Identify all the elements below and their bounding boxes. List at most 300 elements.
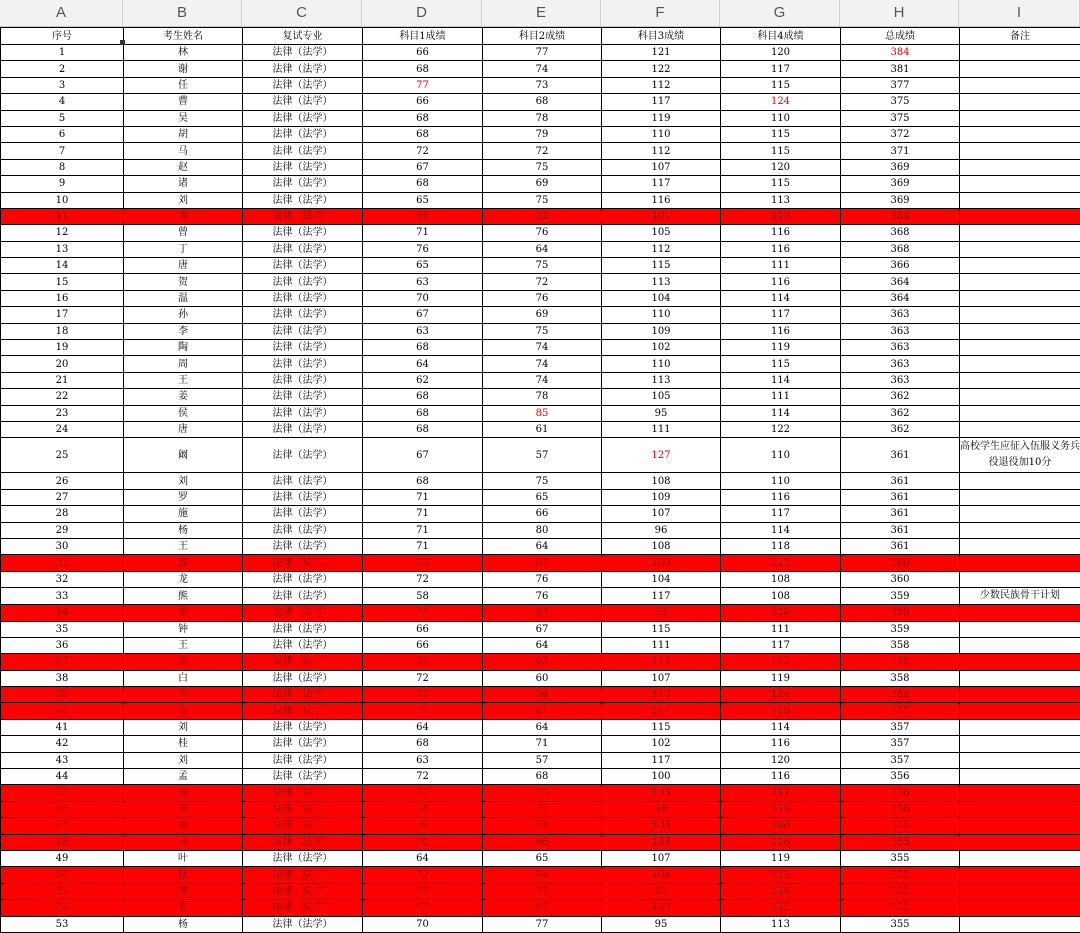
table-cell[interactable]: 361 — [841, 489, 960, 505]
table-cell[interactable]: 113 — [602, 372, 721, 388]
header-cell[interactable]: 序号 — [1, 28, 124, 45]
table-cell[interactable]: 25 — [1, 438, 124, 473]
table-cell[interactable]: 49 — [1, 850, 124, 866]
table-cell[interactable]: 369 — [841, 192, 960, 208]
table-cell[interactable]: 360 — [841, 571, 960, 587]
table-cell[interactable]: 72 — [363, 670, 483, 686]
table-cell[interactable]: 119 — [721, 208, 841, 224]
table-cell[interactable] — [960, 340, 1080, 356]
table-cell[interactable]: 67 — [363, 438, 483, 473]
table-cell[interactable]: 76 — [363, 241, 483, 257]
table-cell[interactable]: 98 — [602, 801, 721, 817]
table-cell[interactable]: 112 — [602, 77, 721, 93]
table-cell[interactable]: 74 — [483, 818, 602, 834]
table-cell[interactable]: 359 — [841, 621, 960, 637]
table-cell[interactable]: 64 — [363, 719, 483, 735]
table-cell[interactable]: 107 — [602, 850, 721, 866]
table-cell[interactable]: 王 — [124, 637, 243, 653]
table-cell[interactable]: 363 — [841, 340, 960, 356]
table-cell[interactable]: 111 — [602, 637, 721, 653]
table-cell[interactable]: 119 — [721, 850, 841, 866]
table-cell[interactable]: 71 — [363, 538, 483, 554]
table-cell[interactable]: 356 — [841, 785, 960, 801]
table-cell[interactable]: 110 — [721, 438, 841, 473]
table-cell[interactable]: 赵 — [124, 159, 243, 175]
table-cell[interactable]: 72 — [483, 143, 602, 159]
table-cell[interactable]: 355 — [841, 867, 960, 883]
table-cell[interactable]: 368 — [841, 208, 960, 224]
table-cell[interactable]: 358 — [841, 654, 960, 670]
table-cell[interactable]: 谢 — [124, 61, 243, 77]
column-header-h[interactable]: H — [840, 0, 959, 26]
column-header-i[interactable]: I — [959, 0, 1080, 26]
table-cell[interactable] — [960, 637, 1080, 653]
table-cell[interactable]: 381 — [841, 61, 960, 77]
table-cell[interactable]: 侯 — [124, 605, 243, 621]
table-cell[interactable]: 357 — [841, 752, 960, 768]
table-cell[interactable]: 355 — [841, 834, 960, 850]
table-cell[interactable]: 法律（法学） — [243, 340, 363, 356]
table-cell[interactable]: 111 — [602, 703, 721, 719]
table-cell[interactable]: 118 — [721, 538, 841, 554]
table-cell[interactable] — [960, 45, 1080, 61]
table-cell[interactable]: 104 — [602, 867, 721, 883]
table-cell[interactable]: 362 — [841, 405, 960, 421]
table-cell[interactable]: 116 — [721, 769, 841, 785]
table-cell[interactable]: 111 — [721, 785, 841, 801]
table-cell[interactable]: 姜 — [124, 389, 243, 405]
table-cell[interactable] — [960, 883, 1080, 899]
table-cell[interactable] — [960, 405, 1080, 421]
table-cell[interactable]: 67 — [363, 785, 483, 801]
table-cell[interactable]: 65 — [363, 258, 483, 274]
table-cell[interactable]: 68 — [363, 110, 483, 126]
table-cell[interactable]: 69 — [363, 883, 483, 899]
table-cell[interactable]: 101 — [602, 208, 721, 224]
table-cell[interactable]: 张 — [124, 834, 243, 850]
table-cell[interactable]: 69 — [363, 555, 483, 571]
table-cell[interactable] — [960, 159, 1080, 175]
table-cell[interactable] — [960, 867, 1080, 883]
table-cell[interactable]: 116 — [721, 883, 841, 899]
table-cell[interactable]: 唐 — [124, 258, 243, 274]
table-cell[interactable]: 96 — [602, 522, 721, 538]
table-cell[interactable]: 372 — [841, 126, 960, 142]
header-cell[interactable]: 备注 — [960, 28, 1080, 45]
table-cell[interactable]: 105 — [602, 225, 721, 241]
table-cell[interactable]: 363 — [841, 307, 960, 323]
table-cell[interactable]: 36 — [1, 637, 124, 653]
table-cell[interactable]: 104 — [602, 818, 721, 834]
table-cell[interactable]: 法律（法学） — [243, 637, 363, 653]
column-header-f[interactable]: F — [601, 0, 720, 26]
table-cell[interactable]: 127 — [602, 438, 721, 473]
table-cell[interactable]: 115 — [721, 555, 841, 571]
table-cell[interactable]: 9 — [1, 176, 124, 192]
table-cell[interactable]: 110 — [602, 307, 721, 323]
table-cell[interactable]: 119 — [602, 110, 721, 126]
table-cell[interactable]: 366 — [841, 258, 960, 274]
table-cell[interactable] — [960, 506, 1080, 522]
table-cell[interactable]: 11 — [1, 208, 124, 224]
column-header-c[interactable]: C — [242, 0, 362, 26]
table-cell[interactable]: 361 — [841, 473, 960, 489]
table-cell[interactable]: 120 — [721, 45, 841, 61]
table-cell[interactable]: 362 — [841, 421, 960, 437]
table-cell[interactable]: 64 — [363, 850, 483, 866]
table-cell[interactable]: 法律（法学） — [243, 372, 363, 388]
table-cell[interactable] — [960, 143, 1080, 159]
table-cell[interactable]: 384 — [841, 45, 960, 61]
table-cell[interactable]: 361 — [841, 506, 960, 522]
table-cell[interactable]: 法律（法学） — [243, 588, 363, 605]
table-cell[interactable]: 林 — [124, 45, 243, 61]
table-cell[interactable]: 377 — [841, 77, 960, 93]
table-cell[interactable]: 113 — [721, 916, 841, 932]
table-cell[interactable]: 法律（法学） — [243, 473, 363, 489]
table-cell[interactable]: 114 — [721, 719, 841, 735]
table-cell[interactable]: 111 — [721, 621, 841, 637]
table-cell[interactable]: 杨 — [124, 522, 243, 538]
table-cell[interactable]: 355 — [841, 900, 960, 916]
table-cell[interactable]: 121 — [602, 45, 721, 61]
table-cell[interactable]: 法律（法学） — [243, 77, 363, 93]
table-cell[interactable]: 少数民族骨干计划 — [960, 588, 1080, 605]
table-cell[interactable]: 法律（法学） — [243, 850, 363, 866]
table-cell[interactable]: 吴 — [124, 110, 243, 126]
table-cell[interactable]: 法律（法学） — [243, 208, 363, 224]
table-cell[interactable]: 117 — [721, 637, 841, 653]
table-cell[interactable]: 法律（法学） — [243, 605, 363, 621]
table-cell[interactable]: 107 — [602, 506, 721, 522]
table-cell[interactable]: 124 — [721, 687, 841, 703]
table-cell[interactable]: 68 — [363, 405, 483, 421]
table-cell[interactable]: 115 — [721, 356, 841, 372]
table-cell[interactable]: 刘 — [124, 473, 243, 489]
table-cell[interactable] — [960, 834, 1080, 850]
table-cell[interactable]: 法律（法学） — [243, 769, 363, 785]
table-cell[interactable]: 法律（法学） — [243, 192, 363, 208]
table-cell[interactable]: 法律（法学） — [243, 438, 363, 473]
table-cell[interactable]: 44 — [1, 769, 124, 785]
table-cell[interactable]: 法律（法学） — [243, 900, 363, 916]
table-cell[interactable]: 115 — [721, 176, 841, 192]
table-cell[interactable]: 115 — [602, 621, 721, 637]
table-cell[interactable]: 周 — [124, 356, 243, 372]
table-cell[interactable]: 72 — [363, 769, 483, 785]
table-cell[interactable]: 77 — [363, 77, 483, 93]
table-cell[interactable]: 95 — [602, 405, 721, 421]
table-cell[interactable]: 116 — [721, 274, 841, 290]
table-cell[interactable]: 42 — [1, 736, 124, 752]
table-cell[interactable]: 114 — [721, 522, 841, 538]
table-cell[interactable] — [960, 687, 1080, 703]
table-cell[interactable]: 113 — [721, 192, 841, 208]
table-cell[interactable]: 66 — [363, 45, 483, 61]
table-cell[interactable]: 71 — [483, 801, 602, 817]
table-cell[interactable]: 110 — [721, 473, 841, 489]
table-cell[interactable]: 29 — [1, 522, 124, 538]
table-cell[interactable]: 孔 — [124, 900, 243, 916]
table-cell[interactable]: 75 — [483, 473, 602, 489]
table-cell[interactable]: 71 — [363, 489, 483, 505]
table-cell[interactable]: 31 — [1, 555, 124, 571]
table-cell[interactable]: 114 — [602, 654, 721, 670]
table-cell[interactable]: 法律（法学） — [243, 785, 363, 801]
table-cell[interactable]: 116 — [721, 323, 841, 339]
table-cell[interactable] — [960, 110, 1080, 126]
table-cell[interactable]: 法律（法学） — [243, 867, 363, 883]
table-cell[interactable]: 119 — [721, 670, 841, 686]
table-cell[interactable]: 76 — [483, 571, 602, 587]
table-cell[interactable]: 65 — [483, 850, 602, 866]
table-cell[interactable]: 70 — [363, 834, 483, 850]
table-cell[interactable]: 371 — [841, 143, 960, 159]
table-cell[interactable]: 周 — [124, 883, 243, 899]
table-cell[interactable]: 71 — [363, 506, 483, 522]
table-cell[interactable]: 法律（法学） — [243, 687, 363, 703]
table-cell[interactable]: 21 — [1, 372, 124, 388]
table-cell[interactable] — [960, 307, 1080, 323]
table-cell[interactable]: 13 — [1, 241, 124, 257]
table-cell[interactable]: 侯 — [124, 405, 243, 421]
table-cell[interactable]: 57 — [483, 752, 602, 768]
table-cell[interactable]: 法律（法学） — [243, 489, 363, 505]
table-cell[interactable]: 119 — [721, 340, 841, 356]
table-cell[interactable]: 曾 — [124, 225, 243, 241]
table-cell[interactable]: 108 — [602, 900, 721, 916]
table-cell[interactable]: 124 — [721, 94, 841, 110]
table-cell[interactable]: 115 — [721, 126, 841, 142]
table-cell[interactable]: 5 — [1, 110, 124, 126]
table-cell[interactable]: 63 — [363, 752, 483, 768]
table-cell[interactable]: 52 — [1, 900, 124, 916]
table-cell[interactable]: 76 — [483, 290, 602, 306]
table-cell[interactable]: 64 — [363, 356, 483, 372]
table-cell[interactable]: 高 — [124, 801, 243, 817]
table-cell[interactable]: 2 — [1, 61, 124, 77]
table-cell[interactable]: 60 — [483, 670, 602, 686]
table-cell[interactable]: 355 — [841, 883, 960, 899]
table-cell[interactable]: 施 — [124, 506, 243, 522]
table-cell[interactable]: 57 — [483, 438, 602, 473]
table-cell[interactable]: 111 — [721, 389, 841, 405]
table-cell[interactable]: 357 — [841, 703, 960, 719]
table-cell[interactable]: 法律（法学） — [243, 719, 363, 735]
table-cell[interactable]: 109 — [602, 555, 721, 571]
table-cell[interactable]: 杨 — [124, 916, 243, 932]
column-header-e[interactable]: E — [482, 0, 601, 26]
table-cell[interactable]: 法律（法学） — [243, 389, 363, 405]
table-cell[interactable]: 18 — [1, 323, 124, 339]
table-cell[interactable]: 唐 — [124, 421, 243, 437]
table-cell[interactable]: 3 — [1, 77, 124, 93]
table-cell[interactable]: 368 — [841, 241, 960, 257]
table-cell[interactable]: 72 — [363, 143, 483, 159]
table-cell[interactable]: 368 — [841, 225, 960, 241]
table-cell[interactable]: 75 — [483, 785, 602, 801]
table-cell[interactable]: 熊 — [124, 588, 243, 605]
table-cell[interactable] — [960, 389, 1080, 405]
table-cell[interactable]: 120 — [721, 159, 841, 175]
table-cell[interactable]: 43 — [1, 752, 124, 768]
table-cell[interactable]: 法律（法学） — [243, 752, 363, 768]
table-cell[interactable]: 47 — [1, 818, 124, 834]
table-cell[interactable]: 67 — [363, 159, 483, 175]
column-header-d[interactable]: D — [362, 0, 482, 26]
table-cell[interactable]: 112 — [602, 143, 721, 159]
table-cell[interactable]: 355 — [841, 916, 960, 932]
table-cell[interactable]: 364 — [841, 274, 960, 290]
table-cell[interactable] — [960, 489, 1080, 505]
table-cell[interactable]: 53 — [1, 916, 124, 932]
table-cell[interactable]: 107 — [602, 159, 721, 175]
table-cell[interactable]: 111 — [721, 258, 841, 274]
table-cell[interactable] — [960, 356, 1080, 372]
table-cell[interactable]: 叶 — [124, 850, 243, 866]
table-cell[interactable]: 廖 — [124, 208, 243, 224]
table-cell[interactable]: 钟 — [124, 621, 243, 637]
table-cell[interactable]: 77 — [483, 883, 602, 899]
table-cell[interactable]: 110 — [602, 687, 721, 703]
table-cell[interactable]: 高校学生应征入伍服义务兵役退役加10分 — [960, 438, 1080, 473]
table-cell[interactable]: 72 — [483, 274, 602, 290]
table-cell[interactable]: 66 — [483, 834, 602, 850]
table-cell[interactable]: 孙 — [124, 307, 243, 323]
table-cell[interactable] — [960, 61, 1080, 77]
table-cell[interactable] — [960, 421, 1080, 437]
table-cell[interactable]: 姚 — [124, 818, 243, 834]
table-cell[interactable]: 69 — [483, 307, 602, 323]
table-cell[interactable]: 110 — [721, 110, 841, 126]
table-cell[interactable]: 114 — [721, 290, 841, 306]
table-cell[interactable] — [960, 126, 1080, 142]
table-cell[interactable]: 陶 — [124, 340, 243, 356]
table-cell[interactable]: 114 — [721, 372, 841, 388]
header-cell[interactable]: 考生姓名 — [124, 28, 243, 45]
table-cell[interactable]: 龙 — [124, 571, 243, 587]
table-cell[interactable]: 110 — [602, 126, 721, 142]
table-cell[interactable] — [960, 752, 1080, 768]
table-cell[interactable]: 80 — [483, 522, 602, 538]
table-cell[interactable]: 法律（法学） — [243, 143, 363, 159]
table-cell[interactable] — [960, 654, 1080, 670]
table-cell[interactable]: 法律（法学） — [243, 916, 363, 932]
header-cell[interactable]: 科目3成绩 — [602, 28, 721, 45]
table-cell[interactable]: 77 — [483, 45, 602, 61]
table-cell[interactable]: 112 — [602, 241, 721, 257]
table-cell[interactable] — [960, 208, 1080, 224]
table-cell[interactable]: 法律（法学） — [243, 159, 363, 175]
table-cell[interactable]: 陈 — [124, 785, 243, 801]
table-cell[interactable]: 罗 — [124, 489, 243, 505]
table-cell[interactable]: 68 — [363, 126, 483, 142]
table-cell[interactable]: 75 — [483, 323, 602, 339]
table-cell[interactable]: 75 — [483, 258, 602, 274]
table-cell[interactable]: 359 — [841, 605, 960, 621]
table-cell[interactable]: 法律（法学） — [243, 421, 363, 437]
table-cell[interactable]: 116 — [721, 225, 841, 241]
table-cell[interactable]: 119 — [721, 801, 841, 817]
table-cell[interactable]: 116 — [721, 241, 841, 257]
table-cell[interactable]: 40 — [1, 703, 124, 719]
table-cell[interactable]: 48 — [1, 834, 124, 850]
table-cell[interactable] — [960, 258, 1080, 274]
table-cell[interactable]: 马 — [124, 143, 243, 159]
table-cell[interactable]: 4 — [1, 94, 124, 110]
table-cell[interactable]: 115 — [721, 143, 841, 159]
table-cell[interactable]: 23 — [1, 405, 124, 421]
table-cell[interactable]: 109 — [602, 323, 721, 339]
table-cell[interactable]: 358 — [841, 687, 960, 703]
table-cell[interactable]: 桂 — [124, 736, 243, 752]
table-cell[interactable]: 66 — [363, 621, 483, 637]
table-cell[interactable]: 356 — [841, 801, 960, 817]
table-cell[interactable]: 111 — [602, 421, 721, 437]
table-cell[interactable]: 104 — [602, 571, 721, 587]
table-cell[interactable]: 355 — [841, 818, 960, 834]
table-cell[interactable]: 68 — [363, 801, 483, 817]
table-cell[interactable]: 19 — [1, 340, 124, 356]
table-cell[interactable]: 109 — [602, 489, 721, 505]
table-cell[interactable]: 71 — [363, 225, 483, 241]
table-cell[interactable]: 66 — [363, 637, 483, 653]
table-cell[interactable]: 法律（法学） — [243, 703, 363, 719]
table-cell[interactable]: 曹 — [124, 94, 243, 110]
table-cell[interactable]: 74 — [483, 356, 602, 372]
column-header-a[interactable]: A — [0, 0, 123, 26]
table-cell[interactable]: 69 — [483, 176, 602, 192]
table-cell[interactable]: 361 — [841, 538, 960, 554]
table-cell[interactable]: 6 — [1, 126, 124, 142]
table-cell[interactable]: 70 — [363, 687, 483, 703]
table-cell[interactable]: 46 — [1, 801, 124, 817]
table-cell[interactable]: 郑 — [124, 555, 243, 571]
table-cell[interactable] — [960, 769, 1080, 785]
table-cell[interactable]: 法律（法学） — [243, 801, 363, 817]
table-cell[interactable]: 360 — [841, 555, 960, 571]
table-cell[interactable] — [960, 225, 1080, 241]
column-header-b[interactable]: B — [123, 0, 242, 26]
table-cell[interactable]: 法律（法学） — [243, 538, 363, 554]
table-cell[interactable]: 法律（法学） — [243, 834, 363, 850]
table-cell[interactable]: 法律（法学） — [243, 176, 363, 192]
table-cell[interactable]: 108 — [721, 818, 841, 834]
table-cell[interactable]: 117 — [602, 588, 721, 605]
table-cell[interactable] — [960, 670, 1080, 686]
table-cell[interactable]: 68 — [483, 769, 602, 785]
table-cell[interactable]: 27 — [1, 489, 124, 505]
table-cell[interactable]: 68 — [363, 473, 483, 489]
table-cell[interactable]: 阚 — [124, 438, 243, 473]
table-cell[interactable]: 64 — [483, 538, 602, 554]
table-cell[interactable]: 363 — [841, 356, 960, 372]
table-cell[interactable]: 54 — [483, 687, 602, 703]
table-cell[interactable]: 35 — [1, 621, 124, 637]
table-cell[interactable] — [960, 192, 1080, 208]
table-cell[interactable]: 67 — [363, 703, 483, 719]
table-cell[interactable]: 法律（法学） — [243, 621, 363, 637]
table-cell[interactable]: 103 — [602, 785, 721, 801]
table-cell[interactable]: 74 — [483, 340, 602, 356]
table-cell[interactable]: 64 — [483, 719, 602, 735]
table-cell[interactable] — [960, 94, 1080, 110]
table-cell[interactable]: 63 — [483, 654, 602, 670]
table-cell[interactable]: 杜 — [124, 867, 243, 883]
table-cell[interactable]: 22 — [1, 389, 124, 405]
column-header-g[interactable]: G — [720, 0, 840, 26]
table-cell[interactable]: 33 — [1, 588, 124, 605]
